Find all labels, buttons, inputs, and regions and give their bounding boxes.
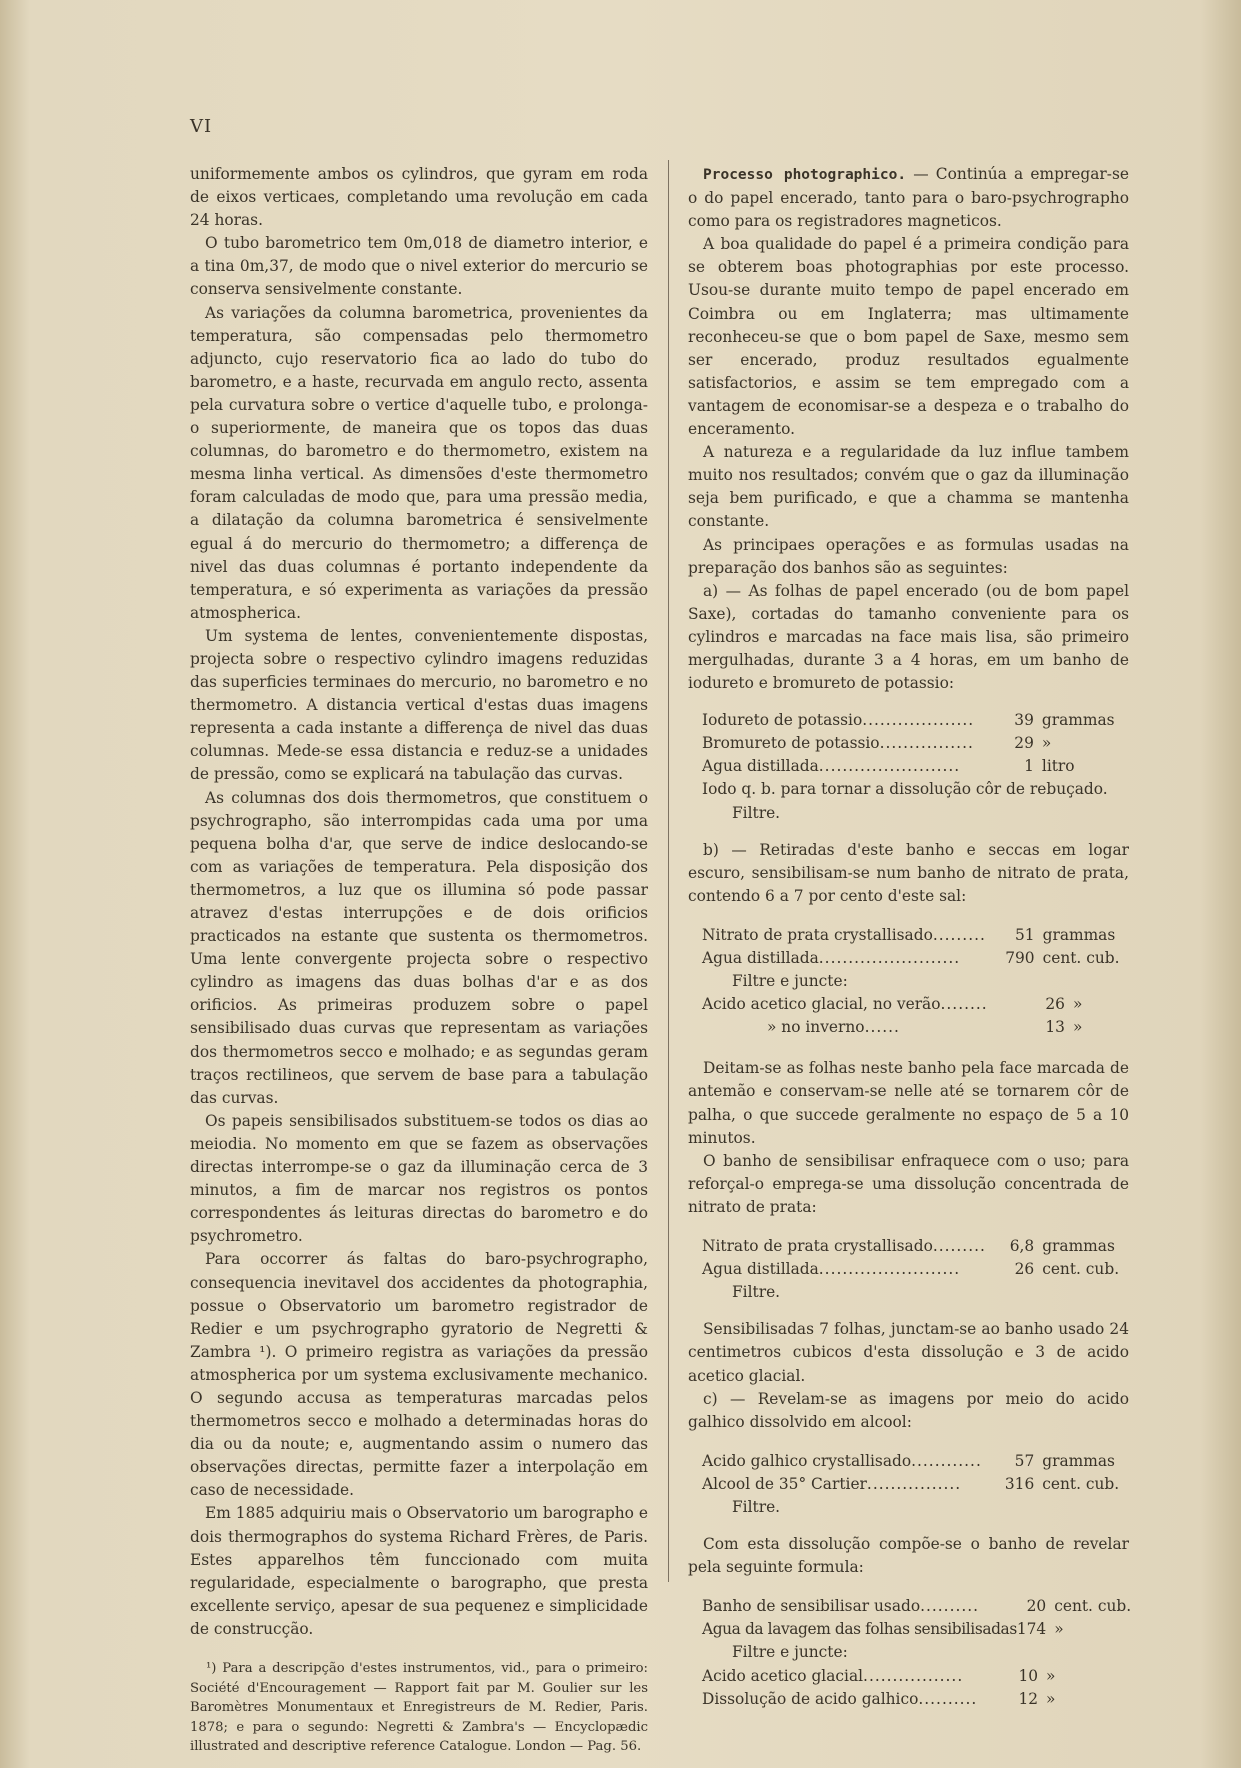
unit: »	[1041, 734, 1052, 753]
unit: grammas	[1042, 1451, 1115, 1470]
paragraph: As variações da columna barometrica, provenientes da temperatura, são compensadas pelo thermometro adjuncto, cujo reservatorio fica ao lado do tubo do barometro, e a haste, recurvada em angulo recto, assenta pela curvatura sobre o vertice d'aquelle tubo, e prolonga-o superiormente, de maneira que os topos das duas columnas, do barometro e do thermometro, existem na mesma linha vertical. As dimensões d'este thermometro foram calculadas de modo que, para uma pressão media, a dilatação da columna barometrica é sensivelmente egual á do mercurio do thermometro; a differença de nivel das duas columnas é portanto independente da temperatura, e só experimenta as variações da pressão atmospherica.	[190, 303, 648, 622]
ingredient: Banho de sensibilisar usado	[702, 1597, 921, 1616]
quantity: 13	[1045, 1018, 1065, 1037]
recipe-c	[702, 1235, 1129, 1281]
recipe-row	[702, 732, 1129, 755]
recipe-row	[702, 1235, 1129, 1258]
recipe-row	[702, 924, 1129, 947]
ingredient: Agua distillada	[702, 757, 819, 776]
paragraph: A boa qualidade do papel é a primeira condição para se obterem boas photographias por este processo. Usou-se durante muito tempo de papel encerado em Coimbra ou em Inglaterra; mas ultimamente reconheceu-se que o bom papel de Saxe, mesmo sem ser encerado, produz resultados egualmente satisfactorios, e assim se tem empregado com a vantagem de economisar-se a despeza e o trabalho do enceramento.	[688, 235, 1129, 439]
quantity: 29	[1014, 734, 1034, 753]
unit: litro	[1041, 757, 1075, 776]
ingredient: Acido acetico glacial	[702, 1666, 864, 1685]
leader-dots: ...................	[862, 711, 975, 730]
section-intro	[688, 163, 1129, 233]
paragraph: Para occorrer ás faltas do baro-psychrographo, consequencia inevitavel dos accidentes da photographia, possue o Observatorio um barometro registrador de Redier e um psychrographo gyratorio de Negretti & Zambra ¹). O primeiro registra as variações da pressão atmospherica por um systema exclusivamente mechanico. O segundo accusa as temperaturas marcadas pelos thermometros secco e molhado a determinadas horas do dia ou da noute; e, augmentando assim o numero das observações directas, permitte fazer a interpolação em caso de necessidade.	[190, 1250, 648, 1500]
leader-dots: ..........	[920, 1597, 980, 1616]
unit: »	[1046, 1666, 1056, 1685]
filtre-label: Filtre.	[732, 1497, 781, 1516]
unit: »	[1072, 995, 1083, 1014]
paragraph: O banho de sensibilisar enfraquece com o uso; para reforçal-o emprega-se uma dissolução concentrada de nitrato de prata:	[688, 1151, 1129, 1216]
page-number: VI	[190, 116, 213, 137]
ingredient: Agua distillada	[702, 1260, 819, 1279]
filtre-juncte-label: Filtre e juncte:	[732, 1643, 848, 1662]
ingredient: Nitrato de prata crystallisado	[702, 925, 933, 944]
recipe-row	[702, 709, 1129, 732]
paragraph: c) — Revelam-se as imagens por meio do acido galhico dissolvido em alcool:	[688, 1389, 1129, 1431]
recipe-row	[702, 1258, 1129, 1281]
leader-dots: ......	[864, 1018, 900, 1037]
paragraph: A natureza e a regularidade da luz influe tambem muito nos resultados; convém que o gaz da illuminação seja bem purificado, e que a chamma se mantenha constante.	[688, 443, 1129, 531]
recipe-row	[702, 1473, 1129, 1496]
quantity: 174	[1016, 1620, 1047, 1639]
unit: cent. cub.	[1042, 1260, 1120, 1279]
ingredient: Iodureto de potassio	[702, 711, 863, 730]
recipe-row	[702, 1595, 1131, 1618]
quantity: 790	[1005, 949, 1035, 967]
ingredient: Agua da lavagem das folhas sensibilisadas	[702, 1620, 1017, 1639]
unit: »	[1054, 1620, 1064, 1639]
leader-dots: ........................	[818, 757, 961, 776]
recipe-b2	[702, 993, 1129, 1039]
unit: grammas	[1042, 1237, 1115, 1256]
recipe-row	[702, 1450, 1129, 1473]
unit: »	[1046, 1689, 1056, 1708]
ingredient: Alcool de 35° Cartier	[702, 1474, 867, 1493]
paragraph: As principaes operações e as formulas usadas na preparação dos banhos são as seguintes:	[688, 535, 1129, 577]
leader-dots: ........	[940, 995, 988, 1014]
column-divider	[668, 160, 669, 1582]
leader-dots: .................	[863, 1666, 964, 1685]
ingredient: Agua distillada	[702, 949, 819, 967]
unit: cent. cub.	[1042, 949, 1120, 967]
ingredient: Acido galhico crystallisado	[702, 1451, 912, 1470]
recipe-e	[702, 1595, 1131, 1641]
leader-dots: ........................	[818, 949, 961, 967]
recipe-row	[702, 1016, 1129, 1039]
unit: cent. cub.	[1042, 1474, 1120, 1493]
recipe-row	[702, 947, 1129, 970]
paragraph: a) — As folhas de papel encerado (ou de bom papel Saxe), cortadas do tamanho conveniente para os cylindros e marcadas na face mais lisa, são primeiro mergulhadas, durante 3 a 4 horas, em um banho de iodureto e bromureto de potassio:	[688, 581, 1129, 693]
recipe-row	[702, 1618, 1131, 1641]
section-heading: Processo photographico.	[703, 167, 907, 183]
ingredient: Acido acetico glacial, no verão	[702, 995, 941, 1014]
recipe-b	[702, 924, 1129, 970]
quantity: 1	[1024, 757, 1034, 776]
footnote: ¹) Para a descripção d'estes instrumentos, vid., para o primeiro: Société d'Encouragement — Rapport fait par M. Goulier sur les Baromètres Monumentaux et Enregistreurs de M. Redier, Paris. 1878; e para o segundo: Negretti & Zambra's — Encyclopædic illustrated and descriptive reference Catalogue. London — Pag. 56.	[190, 1661, 648, 1754]
ingredient: » no inverno	[767, 1018, 865, 1037]
ingredient: Bromureto de potassio	[702, 734, 880, 753]
quantity: 51	[1015, 925, 1035, 944]
filtre-label: Filtre.	[732, 1283, 781, 1302]
leader-dots: ..........	[918, 1689, 978, 1708]
quantity: 39	[1014, 711, 1034, 730]
paragraph: Os papeis sensibilisados substituem-se todos os dias ao meiodia. No momento em que se fazem as observações directas interrompe-se o gaz da illuminação cerca de 3 minutos, a fim de marcar nos registros os pontos correspondentes ás leituras directas do barometro e do psychrometro.	[190, 1111, 648, 1246]
leader-dots: ................	[866, 1474, 962, 1493]
recipe-a	[702, 709, 1129, 778]
recipe-e2	[702, 1665, 1129, 1711]
ingredient: Nitrato de prata crystallisado	[702, 1237, 933, 1256]
paragraph: b) — Retiradas d'este banho e seccas em logar escuro, sensibilisam-se num banho de nitrato de prata, contendo 6 a 7 por cento d'este sal:	[688, 840, 1129, 905]
leader-dots: .........	[932, 925, 986, 944]
quantity: 57	[1014, 1451, 1035, 1470]
recipe-row	[702, 993, 1129, 1016]
leader-dots: ........................	[818, 1260, 961, 1279]
filtre-juncte-label: Filtre e juncte:	[732, 972, 848, 991]
quantity: 316	[1004, 1474, 1035, 1493]
paragraph: Sensibilisadas 7 folhas, junctam-se ao banho usado 24 centimetros cubicos d'esta dissolução e 3 de acido acetico glacial.	[688, 1320, 1129, 1385]
unit: cent. cub.	[1054, 1597, 1132, 1616]
right-column	[688, 163, 1132, 1721]
unit: grammas	[1041, 711, 1115, 730]
recipe-note: Iodo q. b. para tornar a dissolução côr de rebuçado.	[702, 780, 1108, 799]
paragraph: Com esta dissolução compõe-se o banho de revelar pela seguinte formula:	[688, 1535, 1129, 1577]
left-column	[190, 163, 648, 1757]
recipe-row	[702, 755, 1129, 778]
quantity: 10	[1018, 1666, 1039, 1685]
unit: grammas	[1042, 925, 1116, 944]
recipe-row	[702, 1665, 1129, 1688]
ingredient: Dissolução de acido galhico	[702, 1689, 919, 1708]
quantity: 26	[1045, 995, 1065, 1014]
quantity: 20	[1026, 1597, 1047, 1616]
paragraph: As columnas dos dois thermometros, que constituem o psychrographo, são interrompidas cada uma por uma pequena bolha d'ar, que serve de indice deslocando-se com as variações de temperatura. Pela disposição dos thermometros, a luz que os illumina só pode passar atravez d'estas interrupções e de dois orificios practicados na estante que sustenta os thermometros. Uma lente convergente projecta sobre o respectivo cylindro as imagens das duas bolhas d'ar e as dos orificios. As primeiras produzem sobre o papel sensibilisado duas curvas que representam as variações dos thermometros secco e molhado; e as segundas geram traços rectilineos, que servem de base para a tabulação das curvas.	[190, 788, 648, 1107]
paragraph: Deitam-se as folhas neste banho pela face marcada de antemão e conservam-se nelle até se tornarem côr de palha, o que succede geralmente no espaço de 5 a 10 minutos.	[688, 1059, 1129, 1147]
quantity: 6,8	[1009, 1237, 1035, 1256]
leader-dots: .........	[932, 1237, 986, 1256]
paragraph: Em 1885 adquiriu mais o Observatorio um barographo e dois thermographos do systema Richard Frères, de Paris. Estes apparelhos têm funccionado com muita regularidade, especialmente o barographo, que presta excellente serviço, apesar de sua pequenez e simplicidade de construcção.	[190, 1504, 648, 1638]
paragraph: uniformemente ambos os cylindros, que gyram em roda de eixos verticaes, completando uma revolução em cada 24 horas.	[190, 165, 648, 230]
leader-dots: ............	[911, 1451, 982, 1470]
paragraph: O tubo barometrico tem 0m,018 de diametro interior, e a tina 0m,37, de modo que o nivel exterior do mercurio se conserva sensivelmente constante.	[190, 234, 648, 299]
leader-dots: ................	[879, 734, 974, 753]
section-intro-text: — Continúa a empregar-se o do papel encerado, tanto para o baro-psychrographo como para os registradores magneticos.	[688, 165, 1129, 231]
recipe-row	[702, 1688, 1129, 1711]
filtre-label: Filtre.	[732, 803, 781, 822]
quantity: 26	[1014, 1260, 1035, 1279]
paragraph: Um systema de lentes, convenientemente dispostas, projecta sobre o respectivo cylindro imagens reduzidas das superficies terminaes do mercurio, no barometro e no thermometro. A distancia vertical d'estas duas imagens representa a cada instante a differença de nivel das duas columnas. Mede-se essa distancia e reduz-se a unidades de pressão, como se explicará na tabulação das curvas.	[190, 626, 648, 784]
quantity: 12	[1018, 1689, 1039, 1708]
recipe-d	[702, 1450, 1129, 1496]
unit: »	[1072, 1018, 1083, 1037]
